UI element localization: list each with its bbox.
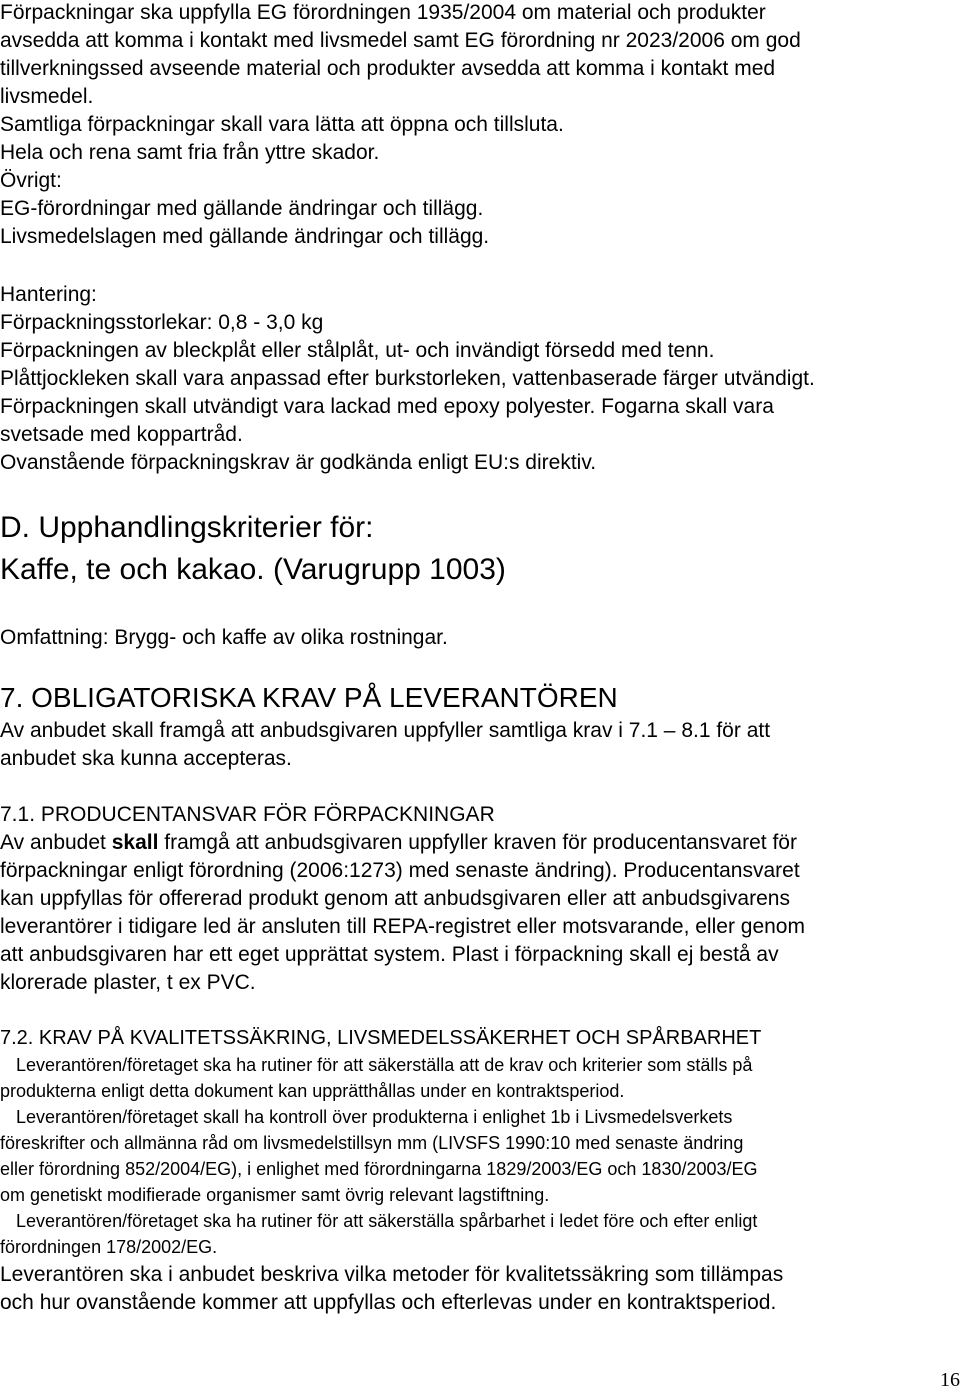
section-7-2-line: föreskrifter och allmänna råd om livsmedelstillsyn mm (LIVSFS 1990:10 med senaste ändring [0, 1133, 744, 1153]
handling-line: Ovanstående förpackningskrav är godkända enligt EU:s direktiv. [0, 451, 597, 474]
section-7-heading: 7. OBLIGATORISKA KRAV PÅ LEVERANTÖREN [0, 682, 618, 713]
intro-line: Livsmedelslagen med gällande ändringar och tillägg. [0, 225, 490, 248]
section-7-2-line: Leverantören/företaget ska ha rutiner för att säkerställa att de krav och kriterier som ställs på [16, 1055, 753, 1075]
section-7-2-line: produkterna enligt detta dokument kan upprätthållas under en kontraktsperiod. [0, 1081, 625, 1101]
handling-line: Förpackningen av bleckplåt eller stålplåt, ut- och invändigt försedd med tenn. [0, 339, 715, 362]
section-7-1-text: Av anbudet [0, 831, 112, 854]
intro-line: tillverkningssed avseende material och produkter avsedda att komma i kontakt med [0, 57, 776, 80]
section-7-2-line: eller förordning 852/2004/EG), i enlighet med förordningarna 1829/2003/EG och 1830/2003/EG [0, 1159, 758, 1179]
section-7-line: anbudet ska kunna accepteras. [0, 747, 292, 770]
section-7-2-heading: 7.2. KRAV PÅ KVALITETSSÄKRING, LIVSMEDELSSÄKERHET OCH SPÅRBARHET [0, 1027, 762, 1049]
handling-line: Förpackningsstorlekar: 0,8 - 3,0 kg [0, 311, 324, 334]
section-7-2-line: förordningen 178/2002/EG. [0, 1237, 218, 1257]
page-number: 16 [940, 1369, 960, 1391]
section-7-1-line: att anbudsgivaren har ett eget upprättat system. Plast i förpackning skall ej bestå av [0, 943, 779, 966]
handling-heading: Hantering: [0, 283, 97, 306]
section-7-2-line: Leverantören/företaget skall ha kontroll över produkterna i enlighet 1b i Livsmedelsverkets [16, 1107, 733, 1127]
section-d-scope: Omfattning: Brygg- och kaffe av olika rostningar. [0, 626, 448, 649]
handling-line: Plåttjockleken skall vara anpassad efter burkstorleken, vattenbaserade färger utvändigt. [0, 367, 815, 390]
section-7-1-line: leverantörer i tidigare led är ansluten till REPA-registret eller motsvarande, eller genom [0, 915, 805, 938]
section-7-1-emphasis: skall [111, 831, 159, 854]
section-7-1-line [0, 832, 797, 853]
section-7-2-closing-line: Leverantören ska i anbudet beskriva vilka metoder för kvalitetssäkring som tillämpas [0, 1263, 784, 1286]
intro-line: EG-förordningar med gällande ändringar och tillägg. [0, 197, 484, 220]
section-7-2-closing-line: och hur ovanstående kommer att uppfyllas och efterlevas under en kontraktsperiod. [0, 1291, 777, 1314]
intro-line: Övrigt: [0, 169, 62, 192]
handling-line: svetsade med koppartråd. [0, 423, 243, 446]
intro-line: avsedda att komma i kontakt med livsmedel samt EG förordning nr 2023/2006 om god [0, 29, 801, 52]
intro-line: Förpackningar ska uppfylla EG förordningen 1935/2004 om material och produkter [0, 1, 766, 24]
handling-line: Förpackningen skall utvändigt vara lackad med epoxy polyester. Fogarna skall vara [0, 395, 774, 418]
intro-line: Samtliga förpackningar skall vara lätta att öppna och tillsluta. [0, 113, 564, 136]
section-7-2-line: Leverantören/företaget ska ha rutiner för att säkerställa spårbarhet i ledet före och efter enligt [16, 1211, 758, 1231]
intro-line: Hela och rena samt fria från yttre skador. [0, 141, 380, 164]
section-7-1-line: kan uppfyllas för offererad produkt genom att anbudsgivaren eller att anbudsgivarens [0, 887, 790, 910]
section-d-heading: D. Upphandlingskriterier för: [0, 511, 374, 544]
section-d-subheading: Kaffe, te och kakao. (Varugrupp 1003) [0, 553, 506, 586]
section-7-1-line: klorerade plaster, t ex PVC. [0, 971, 256, 994]
intro-line: livsmedel. [0, 85, 94, 108]
section-7-line: Av anbudet skall framgå att anbudsgivaren uppfyller samtliga krav i 7.1 – 8.1 för att [0, 719, 771, 742]
section-7-1-line: förpackningar enligt förordning (2006:1273) med senaste ändring). Producentansvaret [0, 859, 800, 882]
section-7-1-text: framgå att anbudsgivaren uppfyller kraven för producentansvaret för [158, 831, 797, 854]
section-7-1-heading: 7.1. PRODUCENTANSVAR FÖR FÖRPACKNINGAR [0, 803, 495, 826]
section-7-2-line: om genetiskt modifierade organismer samt övrig relevant lagstiftning. [0, 1185, 550, 1205]
